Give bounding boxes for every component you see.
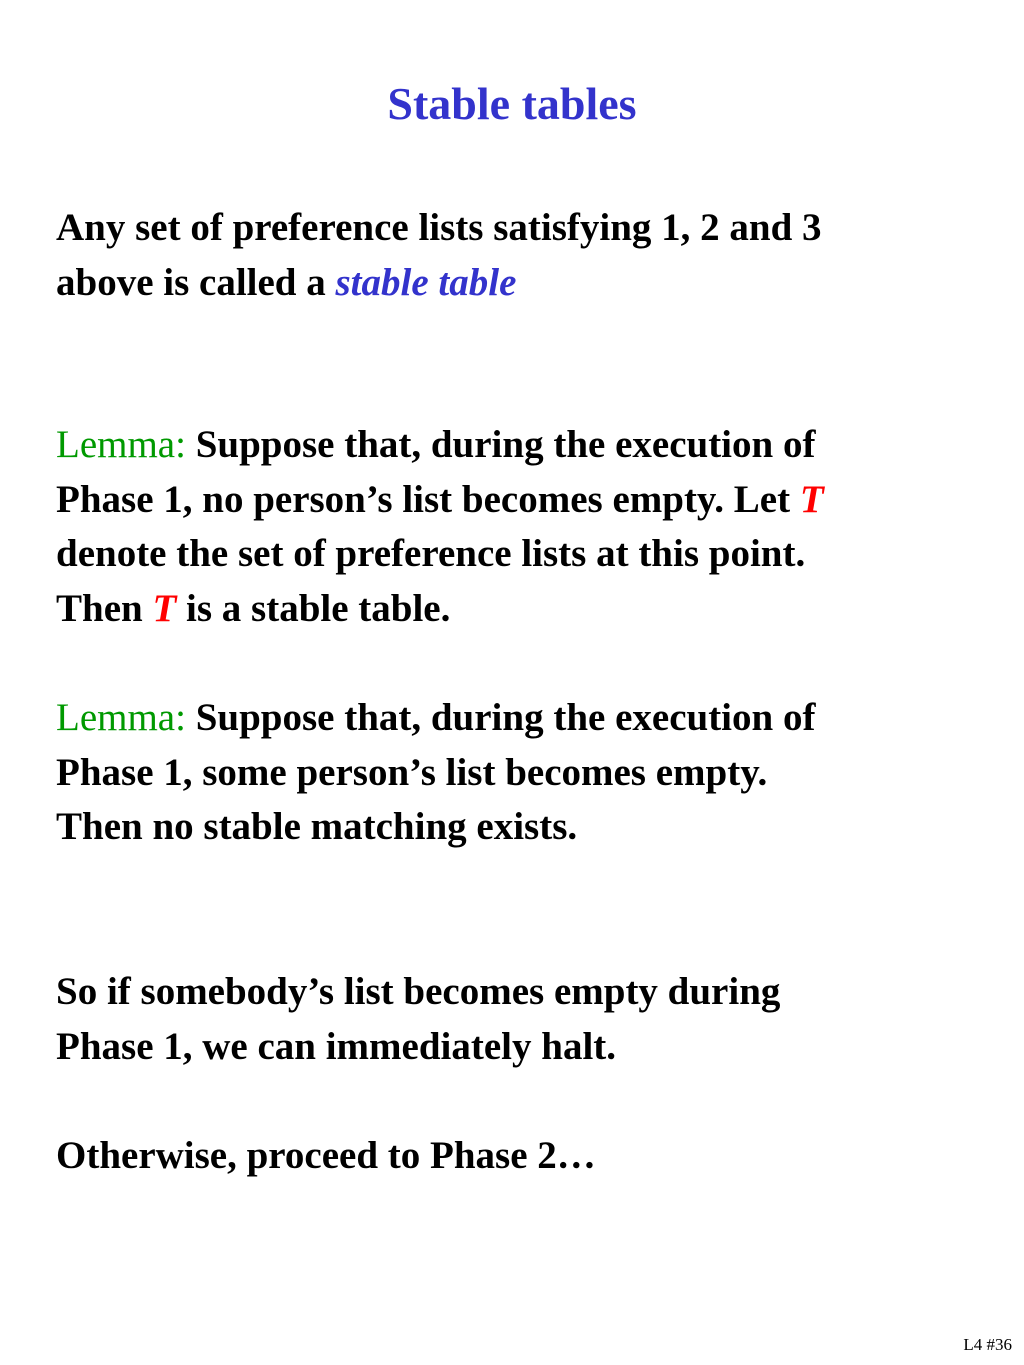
lemma-2: [56, 691, 996, 855]
definition-line-2: [56, 256, 996, 311]
halt-paragraph: [56, 965, 996, 1074]
stable-table-term: stable table: [335, 260, 517, 304]
lemma-2-line-1: [56, 691, 996, 746]
slide-number: L4 #36: [963, 1335, 1012, 1354]
lemma-1: [56, 418, 996, 636]
lemma-2-label: Lemma:: [56, 696, 186, 739]
lemma-2-line-2: Phase 1, some person’s list becomes empty.: [56, 750, 768, 794]
halt-line-1: So if somebody’s list becomes empty during: [56, 970, 781, 1013]
lemma-1-line-1-text: Suppose that, during the execution of: [185, 423, 816, 466]
halt-line-2: Phase 1, we can immediately halt.: [56, 1024, 617, 1068]
lemma-1-line-4-prefix: Then: [56, 586, 153, 630]
lemma-2-line-1-text: Suppose that, during the execution of: [185, 696, 816, 739]
otherwise-paragraph: [56, 1129, 996, 1184]
lemma-1-line-4-suffix: is a stable table.: [176, 586, 451, 630]
variable-t: T: [799, 477, 824, 521]
definition-line-1: Any set of preference lists satisfying 1, 2 and 3: [56, 206, 822, 249]
stable-table-definition: [56, 201, 996, 310]
definition-line-2-prefix: above is called a: [56, 260, 336, 304]
lemma-1-label: Lemma:: [56, 423, 186, 466]
lemma-2-line-3: Then no stable matching exists.: [56, 805, 578, 848]
lemma-1-line-2-text: Phase 1, no person’s list becomes empty. Let: [56, 477, 800, 521]
otherwise-line-1: Otherwise, proceed to Phase 2…: [56, 1134, 596, 1177]
lemma-1-line-2: [56, 473, 996, 528]
variable-t: T: [152, 586, 177, 630]
lemma-1-line-3: denote the set of preference lists at this point.: [56, 532, 806, 575]
slide-title: Stable tables: [387, 78, 637, 129]
lemma-1-line-4: [56, 582, 996, 637]
lemma-1-line-1: [56, 418, 996, 473]
